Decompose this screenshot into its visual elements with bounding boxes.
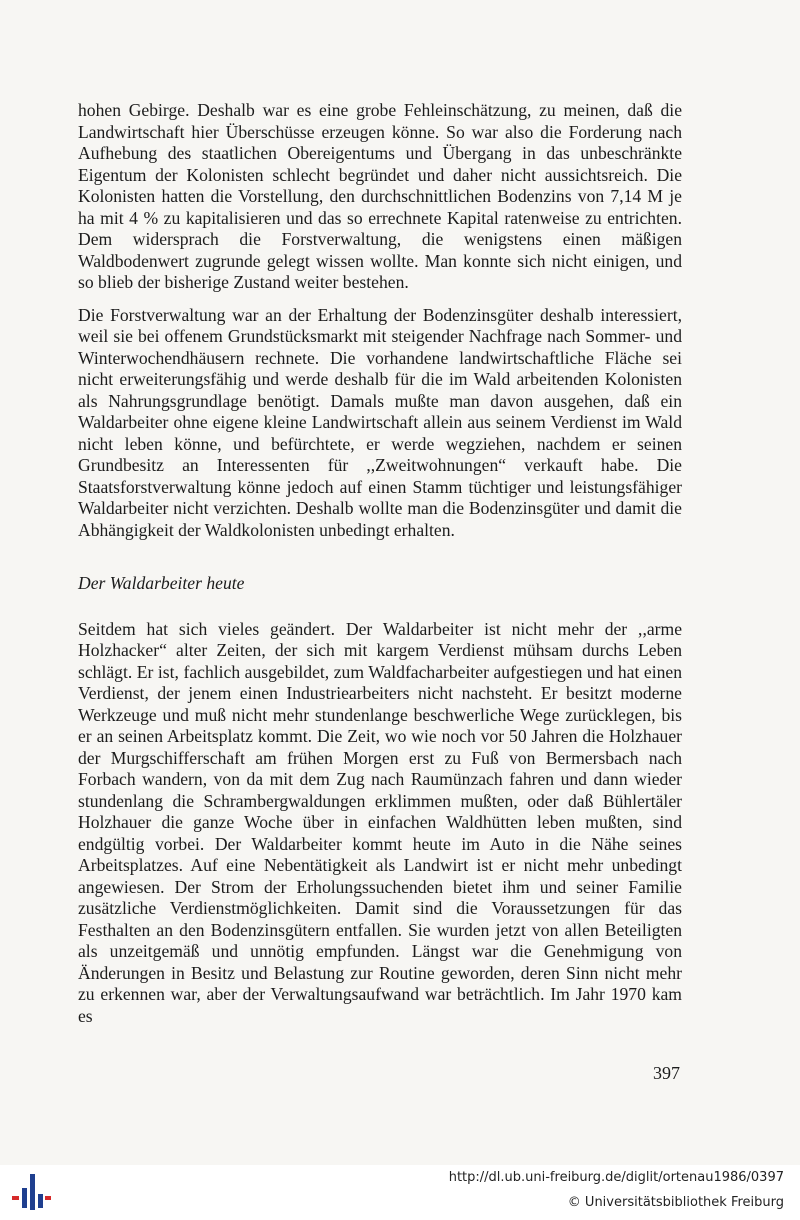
body-text <box>78 100 682 1027</box>
paragraph-1: hohen Gebirge. Deshalb war es eine grobe Fehleinschätzung, zu meinen, daß die Landwirtschaft hier Überschüsse erzeugen könne. So war also die Forderung nach Aufhebung des staatlichen Obereigentums und Übergang in das unbeschränkte Eigentum der Kolonisten schlecht begründet und daher nicht aussichtsreich. Die Kolonisten hatten die Vorstellung, den durchschnittlichen Bodenzins von 7,14 M je ha mit 4 % zu kapitalisieren und das so errechnete Kapital ratenweise zu entrichten. Dem widersprach die Forstverwaltung, die wenigstens einen mäßigen Waldbodenwert zugrunde gelegt wissen wollte. Man konnte sich nicht einigen, und so blieb der bisherige Zustand weiter bestehen. <box>78 100 682 292</box>
ub-freiburg-logo-icon <box>10 1170 52 1214</box>
paragraph-3: Seitdem hat sich vieles geändert. Der Waldarbeiter ist nicht mehr der ,,arme Holzhacker“ alter Zeiten, der sich mit kargem Verdienst mühsam durchs Leben schlägt. Er ist, fachlich ausgebildet, zum Waldfacharbeiter aufgestiegen und hat einen Verdienst, der jenem einen Industriearbeiters nicht nachsteht. Er besitzt moderne Werkzeuge und muß nicht mehr stundenlange beschwerliche Wege zurücklegen, bis er an seinen Arbeitsplatz kommt. Die Zeit, wo wie noch vor 50 Jahren die Holzhauer der Murgschifferschaft am frühen Morgen erst zu Fuß von Bermersbach nach Forbach wandern, von da mit dem Zug nach Raumünzach fahren und dann wieder stundenlang die Schrambergwaldungen erklimmen mußten, oder daß Bühlertäler Holzhauer die ganze Woche über in einfachen Waldhütten leben mußten, sind endgültig vorbei. Der Waldarbeiter kommt heute im Auto in die Nähe seines Arbeitsplatzes. Auf eine Nebentätigkeit als Landwirt ist er nicht mehr unbedingt angewiesen. Der Strom der Erholungssuchenden bietet ihm und seiner Familie zusätzliche Verdienstmöglichkeiten. Damit sind die Voraussetzungen für das Festhalten an den Bodenzinsgütern entfallen. Sie wurden jetzt von allen Beteiligten als unzeitgemäß und unnötig empfunden. Längst war die Genehmigung von Änderungen in Besitz und Belastung zur Routine geworden, deren Sinn nicht mehr zu erkennen war, aber der Verwaltungsaufwand war beträchtlich. Im Jahr 1970 kam es <box>78 618 682 1026</box>
section-heading: Der Waldarbeiter heute <box>78 573 245 593</box>
footer-copyright: © Universitätsbibliothek Freiburg <box>567 1195 784 1210</box>
footer-bar <box>0 1165 800 1220</box>
page-number: 397 <box>653 1063 680 1083</box>
paragraph-2: Die Forstverwaltung war an der Erhaltung der Bodenzinsgüter deshalb interessiert, weil sie bei offenem Grundstücksmarkt mit steigender Nachfrage nach Sommer- und Winterwochendhäusern rechnete. Die vorhandene landwirtschaftliche Fläche sei nicht erweiterungsfähig und werde deshalb für die im Wald arbeitenden Kolonisten als Nahrungsgrundlage benötigt. Damals mußte man davon ausgehen, daß ein Waldarbeiter ohne eigene kleine Landwirtschaft allein aus seinem Verdienst im Wald nicht leben könne, und befürchtete, er werde wegziehen, nachdem er seinen Grundbesitz an Interessenten für ,,Zweitwohnungen“ verkauft habe. Die Staatsforstverwaltung könne jedoch auf einen Stamm tüchtiger und leistungsfähiger Waldarbeiter nicht verzichten. Deshalb wollte man die Bodenzinsgüter und damit die Abhängigkeit der Waldkolonisten unbedingt erhalten. <box>78 304 682 540</box>
footer-url-link[interactable]: http://dl.ub.uni-freiburg.de/diglit/ortenau1986/0397 <box>448 1170 784 1185</box>
